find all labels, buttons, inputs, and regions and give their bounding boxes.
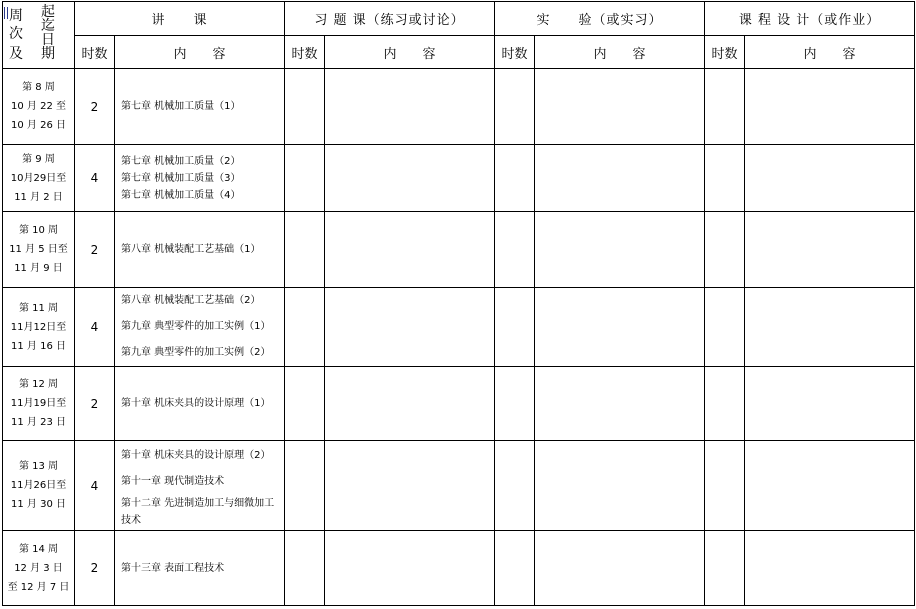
- header-row-sub: [3, 36, 915, 69]
- experiment-hours-cell: [495, 69, 535, 145]
- lecture-topic: 第七章 机械加工质量（3）: [121, 172, 241, 184]
- exercise-content-header: 内 容: [325, 36, 495, 69]
- week-date-header: [3, 2, 75, 69]
- table-row: [3, 441, 915, 531]
- exercise-content-cell: [325, 441, 495, 531]
- table-row: [3, 367, 915, 441]
- exercise-header: 习 题 课（练习或讨论）: [285, 2, 495, 36]
- design-hours-cell: [705, 441, 745, 531]
- exercise-content-cell: [325, 531, 495, 606]
- lecture-hours-cell: 2: [75, 69, 115, 145]
- experiment-hours-cell: [495, 441, 535, 531]
- experiment-content-cell: [535, 288, 705, 367]
- lecture-hours-cell: 4: [75, 441, 115, 531]
- experiment-content-cell: [535, 69, 705, 145]
- experiment-hours-header: 时数: [495, 36, 535, 69]
- week-start: 11月19日至: [10, 398, 67, 409]
- corner-char: 起: [41, 4, 55, 20]
- experiment-content-header: 内 容: [535, 36, 705, 69]
- exercise-content-cell: [325, 69, 495, 145]
- week-cell: [3, 441, 75, 531]
- exercise-content-cell: [325, 145, 495, 212]
- lecture-topic: 第十章 机床夹具的设计原理（1）: [121, 398, 271, 409]
- experiment-content-cell: [535, 441, 705, 531]
- lecture-content-cell: [115, 288, 285, 367]
- exercise-hours-cell: [285, 441, 325, 531]
- lecture-topic: 第十三章 表面工程技术: [121, 562, 225, 574]
- header-row-top: [3, 2, 915, 36]
- table-row: [3, 145, 915, 212]
- experiment-hours-cell: [495, 145, 535, 212]
- exercise-content-cell: [325, 367, 495, 441]
- corner-char: 期: [41, 46, 55, 62]
- week-number: 第 10 周: [18, 225, 59, 236]
- lecture-content-cell: [115, 367, 285, 441]
- week-end: 10 月 26 日: [11, 120, 66, 131]
- design-content-header: 内 容: [745, 36, 915, 69]
- design-hours-header: 时数: [705, 36, 745, 69]
- lecture-topic: 第十章 机床夹具的设计原理（2）: [121, 449, 271, 461]
- week-cell: [3, 531, 75, 606]
- week-start: 11月26日至: [10, 480, 67, 491]
- design-hours-cell: [705, 145, 745, 212]
- exercise-content-cell: [325, 212, 495, 288]
- lecture-topic: 第八章 机械装配工艺基础（1）: [121, 244, 261, 255]
- week-cell: [3, 212, 75, 288]
- exercise-hours-cell: [285, 212, 325, 288]
- week-cell: [3, 145, 75, 212]
- experiment-header: 实 验（或实习）: [495, 2, 705, 36]
- lecture-content-cell: [115, 212, 285, 288]
- corner-char: 周: [9, 8, 23, 24]
- experiment-hours-cell: [495, 367, 535, 441]
- lecture-topic: 第九章 典型零件的加工实例（1）: [121, 321, 271, 332]
- table-row: [3, 531, 915, 606]
- experiment-content-cell: [535, 531, 705, 606]
- week-start: 11 月 5 日至: [9, 244, 68, 255]
- design-content-cell: [745, 367, 915, 441]
- lecture-header: 讲 课: [75, 2, 285, 36]
- lecture-hours-header: 时数: [75, 36, 115, 69]
- corner-char: 日: [41, 32, 55, 48]
- lecture-topic: 第九章 典型零件的加工实例（2）: [121, 347, 271, 358]
- week-start: 10 月 22 至: [11, 101, 66, 112]
- week-end: 11 月 30 日: [11, 499, 66, 510]
- experiment-content-cell: [535, 212, 705, 288]
- experiment-content-cell: [535, 145, 705, 212]
- design-content-cell: [745, 212, 915, 288]
- corner-char: 及: [9, 46, 23, 62]
- week-end: 11 月 23 日: [11, 417, 66, 428]
- week-number: 第 8 周: [22, 82, 55, 93]
- week-cell: [3, 288, 75, 367]
- corner-char: 迄: [41, 18, 55, 34]
- lecture-topic: 第七章 机械加工质量（1）: [121, 101, 241, 112]
- lecture-topic: 第七章 机械加工质量（4）: [121, 189, 241, 201]
- week-end: 11 月 16 日: [11, 340, 66, 352]
- design-content-cell: [745, 441, 915, 531]
- lecture-hours-cell: 4: [75, 145, 115, 212]
- corner-char: 次: [9, 26, 23, 42]
- design-header: 课 程 设 计（或作业）: [705, 2, 915, 36]
- lecture-topic: 第十一章 现代制造技术: [121, 475, 225, 487]
- design-content-cell: [745, 69, 915, 145]
- week-number: 第 12 周: [18, 379, 59, 390]
- design-content-cell: [745, 531, 915, 606]
- lecture-hours-cell: 2: [75, 212, 115, 288]
- lecture-hours-cell: 2: [75, 531, 115, 606]
- exercise-hours-cell: [285, 288, 325, 367]
- design-hours-cell: [705, 367, 745, 441]
- lecture-hours-cell: 2: [75, 367, 115, 441]
- exercise-content-cell: [325, 288, 495, 367]
- text-cursor-marker: [4, 7, 8, 19]
- week-start: 11月12日至: [10, 321, 67, 333]
- table-row: [3, 212, 915, 288]
- design-hours-cell: [705, 531, 745, 606]
- week-end: 11 月 9 日: [14, 263, 63, 274]
- table-row: [3, 69, 915, 145]
- experiment-hours-cell: [495, 531, 535, 606]
- lecture-content-cell: [115, 69, 285, 145]
- lecture-topic: 第八章 机械装配工艺基础（2）: [121, 295, 261, 306]
- lecture-content-cell: [115, 531, 285, 606]
- design-content-cell: [745, 145, 915, 212]
- lecture-topic: 第十二章 先进制造加工与细微加工技术: [121, 497, 275, 526]
- course-schedule-table: [2, 1, 915, 606]
- week-number: 第 9 周: [22, 153, 55, 165]
- lecture-hours-cell: 4: [75, 288, 115, 367]
- design-content-cell: [745, 288, 915, 367]
- experiment-hours-cell: [495, 288, 535, 367]
- exercise-hours-cell: [285, 69, 325, 145]
- week-end: 至 12 月 7 日: [7, 581, 70, 593]
- week-number: 第 11 周: [18, 302, 59, 314]
- exercise-hours-cell: [285, 367, 325, 441]
- exercise-hours-cell: [285, 531, 325, 606]
- experiment-hours-cell: [495, 212, 535, 288]
- table-row: [3, 288, 915, 367]
- design-hours-cell: [705, 288, 745, 367]
- lecture-content-header: 内 容: [115, 36, 285, 69]
- lecture-content-cell: [115, 441, 285, 531]
- week-start: 12 月 3 日: [14, 562, 63, 574]
- week-end: 11 月 2 日: [14, 191, 63, 203]
- design-hours-cell: [705, 212, 745, 288]
- exercise-hours-cell: [285, 145, 325, 212]
- design-hours-cell: [705, 69, 745, 145]
- exercise-hours-header: 时数: [285, 36, 325, 69]
- lecture-topic: 第七章 机械加工质量（2）: [121, 155, 241, 167]
- experiment-content-cell: [535, 367, 705, 441]
- lecture-content-cell: [115, 145, 285, 212]
- week-number: 第 14 周: [18, 543, 59, 555]
- week-number: 第 13 周: [18, 461, 59, 472]
- week-cell: [3, 69, 75, 145]
- week-start: 10月29日至: [10, 172, 67, 184]
- week-cell: [3, 367, 75, 441]
